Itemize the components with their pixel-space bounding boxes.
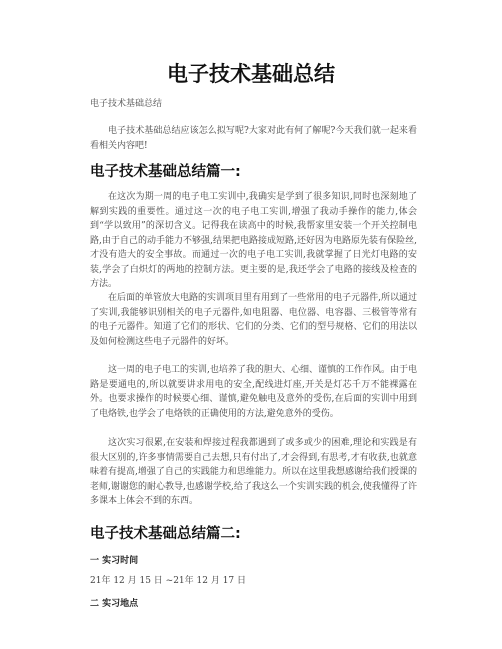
internship-location-heading: 二 实习地点 [90, 599, 139, 609]
section-2-heading: 电子技术基础总结篇二: [90, 526, 241, 542]
section-1-paragraph-1: 在这次为期一周的电子电工实训中,我确实是学到了很多知识,同时也深刻地了解到实践的重要性。通过这一次的电子电工实训,增强了我动手操作的能力,体会到“学以致用”的深切含义。记得我在读高中的时候,我帮家里安装一个开关控制电路,由于自己的动手能力不够强,结果把电路接成短路,还好因为电路原先装有保险丝,才没有造大的安全事故。而通过一次的电子电工实训,我就掌握了日光灯电路的安装,学会了白炽灯的两地的控制方法。更主要的是,我还学会了电路的接线及检查的方法。 [90, 192, 417, 289]
document-title: 电子技术基础总结 [167, 62, 335, 86]
internship-date: 21年 12 月 15 日 ~21年 12 月 17 日 [90, 576, 247, 586]
document-subtitle: 电子技术基础总结 [90, 99, 163, 109]
intro-paragraph: 电子技术基础总结应该怎么拟写呢?大家对此有何了解呢?今天我们就一起来看看相关内容吧! [90, 126, 417, 151]
section-1-paragraph-2: 在后面的单管放大电路的实训项目里有用到了一些常用的电子元器件,所以通过了实训,我能够识别相关的电子元器件,如电阻器、电位器、电容器、三极管等常有的电子元器件。知道了它们的形状、它们的分类、它们的型号规格、它们的用法以及如何检测这些电子元器件的好坏。 [90, 293, 417, 347]
internship-time-heading: 一 实习时间 [90, 556, 139, 566]
section-1-heading: 电子技术基础总结篇一: [90, 164, 241, 180]
section-1-paragraph-4: 这次实习很累,在安装和焊接过程我都遇到了或多或少的困难,理论和实践是有很大区别的,许多事情需要自己去想,只有付出了,才会得到,有思考,才有收获,也就意味着有提高,增强了自己的实践能力和思维能力。所以在这里我想感谢给我们授课的老师,谢谢您的耐心教导,也感谢学校,给了我这么一个实训实践的机会,使我懂得了许多课本上体会不到的东西。 [90, 438, 417, 506]
section-1-paragraph-3: 这一周的电子电工的实训,也培养了我的胆大、心细、谨慎的工作作风。由于电路是要通电的,所以就要讲求用电的安全,配线进灯座,开关是灯芯千万不能裸露在外。也要求操作的时候要心细、谨慎,避免触电及意外的受伤,在后面的实训中用到了电烙铁,也学会了电烙铁的正确使用的方法,避免意外的受伤。 [90, 365, 417, 419]
